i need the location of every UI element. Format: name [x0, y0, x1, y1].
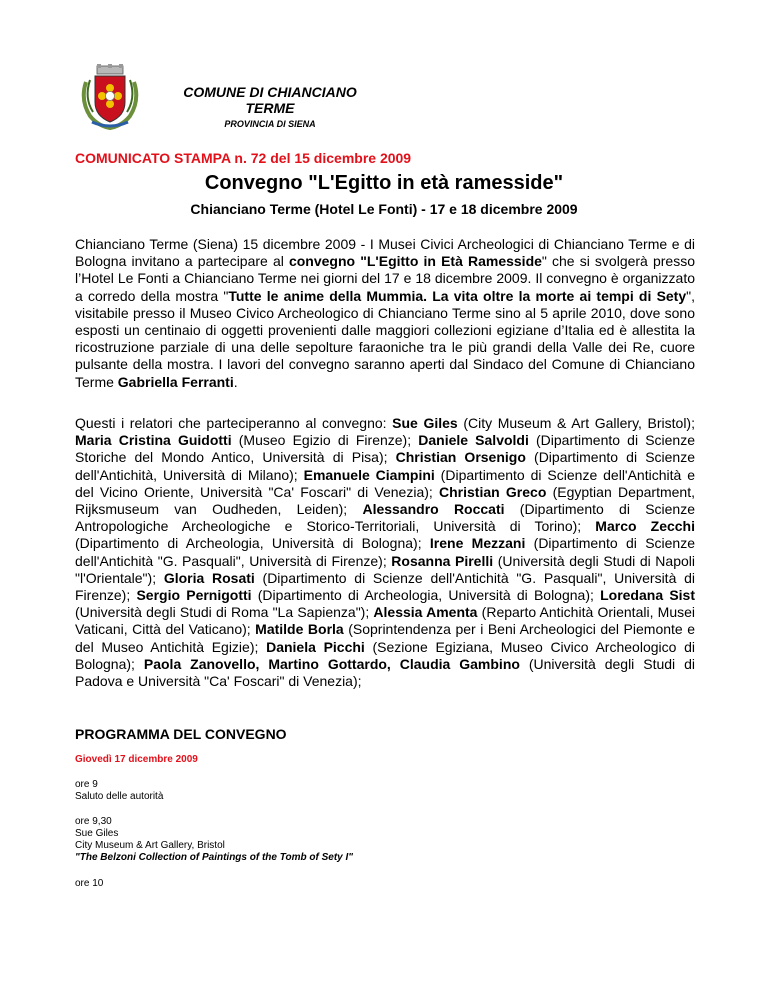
text-run: (Dipartimento di Archeologia, Università di Bologna);: [75, 535, 430, 552]
municipality-name: COMUNE DI CHIANCIANO TERME: [183, 84, 357, 116]
text-run: Chianciano Terme (Siena) 15 dicembre 2009 - I Musei Civici Archeologici di Chianciano Terme e di Bologna invitano a partecipare al: [75, 236, 695, 270]
program-day: Giovedì 17 dicembre 2009: [75, 754, 198, 765]
program-item: [75, 816, 353, 864]
text-run: (Egyptian Department, Rijksmuseum van Oudheden, Leiden);: [75, 483, 695, 518]
page-subtitle: Chianciano Terme (Hotel Le Fonti) - 17 e 18 dicembre 2009: [190, 201, 578, 217]
municipality-header: [150, 84, 390, 129]
coat-of-arms-icon: [80, 64, 140, 130]
bold-text-run: Maria Cristina Guidotti: [75, 432, 232, 449]
text-run: (Dipartimento di Scienze Antropologiche Archeologiche e Storico-Territoriali, Università di Torino);: [75, 501, 695, 535]
bold-text-run: Daniele Salvoldi: [418, 432, 529, 449]
text-run: (Università degli Studi di Roma "La Sapienza");: [75, 604, 374, 621]
bold-text-run: Sergio Pernigotti: [136, 587, 252, 604]
text-run: (Università degli Studi di Napoli "l'Orientale");: [75, 552, 695, 586]
bold-text-run: Marco Zecchi: [595, 518, 695, 535]
program-time: ore 9,30: [75, 816, 112, 827]
text-run: (Dipartimento di Scienze dell'Antichità, Università di Milano);: [75, 449, 695, 483]
program-time: ore 10: [75, 878, 104, 889]
text-run: (Università degli Studi di Padova e Università "Ca' Foscari" di Venezia);: [75, 655, 695, 690]
bold-text-run: Gabriella Ferranti: [117, 373, 234, 390]
program-item: [75, 779, 163, 803]
text-run: (Dipartimento di Scienze dell'Antichità e del Vicino Oriente, Università "Ca' Foscari" di Venezia);: [75, 466, 695, 500]
program-talk-title: "The Belzoni Collection of Paintings of the Tomb of Sety I": [75, 852, 354, 863]
program-speaker: Sue Giles: [75, 828, 119, 839]
text-run: (Dipartimento di Scienze Storiche del Mondo Antico, Università di Pisa);: [75, 432, 696, 466]
text-run: (Soprintendenza per i Beni Archeologici del Piemonte e del Museo Antichità Egizie);: [75, 621, 695, 655]
text-run: Questi i relatori che parteciperanno al convegno:: [75, 415, 393, 431]
text-run: ", visitabile presso il Museo Civico Archeologico di Chianciano Terme sino al 5 aprile 2010, dove sono esposti un centinaio di oggetti provenienti dalle maggiori collezioni egiziane d’Italia ed è allestita la ricostruzione parziale di una delle sepolture faraoniche tra le più grandi della Valle dei Re, cuore pulsante della mostra. I lavori del convegno saranno aperti dal Sindaco del Comune di Chianciano Terme: [75, 287, 695, 390]
bold-text-run: Emanuele Ciampini: [303, 466, 435, 483]
bold-text-run: Loredana Sist: [600, 587, 695, 604]
bold-text-run: Gloria Rosati: [163, 569, 255, 586]
province-name: PROVINCIA DI SIENA: [224, 119, 316, 129]
bold-text-run: Daniela Picchi: [266, 638, 365, 655]
speakers-paragraph: [75, 415, 695, 690]
text-run: (Sezione Egiziana, Museo Civico Archeologico di Bologna);: [75, 638, 695, 672]
program-affiliation: City Museum & Art Gallery, Bristol: [75, 840, 225, 851]
bold-text-run: Matilde Borla: [255, 621, 344, 638]
bold-text-run: Paola Zanovello, Martino Gottardo, Claudia Gambino: [143, 655, 520, 672]
text-run: (City Museum & Art Gallery, Bristol);: [457, 415, 695, 431]
text-run: (Museo Egizio di Firenze);: [231, 432, 419, 449]
text-run: (Reparto Antichità Orientali, Musei Vaticani, Città del Vaticano);: [75, 604, 696, 638]
text-run: (Dipartimento di Archeologia, Università di Bologna);: [251, 587, 601, 604]
text-run: (Dipartimento di Scienze dell'Antichità "G. Pasquali", Università di Firenze);: [75, 569, 695, 604]
text-run: .: [233, 373, 238, 390]
program-heading: PROGRAMMA DEL CONVEGNO: [75, 726, 287, 742]
press-release-number: COMUNICATO STAMPA n. 72 del 15 dicembre 2009: [75, 150, 412, 166]
bold-text-run: Irene Mezzani: [429, 535, 526, 552]
bold-text-run: Alessia Amenta: [373, 604, 478, 621]
bold-text-run: Christian Greco: [439, 483, 547, 500]
intro-paragraph: [75, 236, 695, 391]
bold-text-run: convegno "L'Egitto in Età Ramesside: [288, 253, 542, 270]
bold-text-run: Sue Giles: [392, 415, 458, 431]
program-item: [75, 878, 103, 890]
bold-text-run: Alessandro Roccati: [362, 501, 505, 518]
text-run: (Dipartimento di Scienze dell'Antichità "G. Pasquali", Università di Firenze);: [75, 535, 695, 569]
program-time: ore 9: [75, 779, 98, 790]
text-run: " che si svolgerà presso l’Hotel Le Fonti a Chianciano Terme nei giorni del 17 e 18 dicembre 2009. Il convegno è organizzato a corredo della mostra ": [75, 253, 695, 304]
program-line: Saluto delle autorità: [75, 791, 164, 802]
bold-text-run: Tutte le anime della Mummia. La vita oltre la morte ai tempi di Sety: [228, 287, 687, 304]
page-title: Convegno "L'Egitto in età ramesside": [204, 172, 564, 194]
bold-text-run: Christian Orsenigo: [395, 449, 526, 466]
bold-text-run: Rosanna Pirelli: [391, 552, 494, 569]
